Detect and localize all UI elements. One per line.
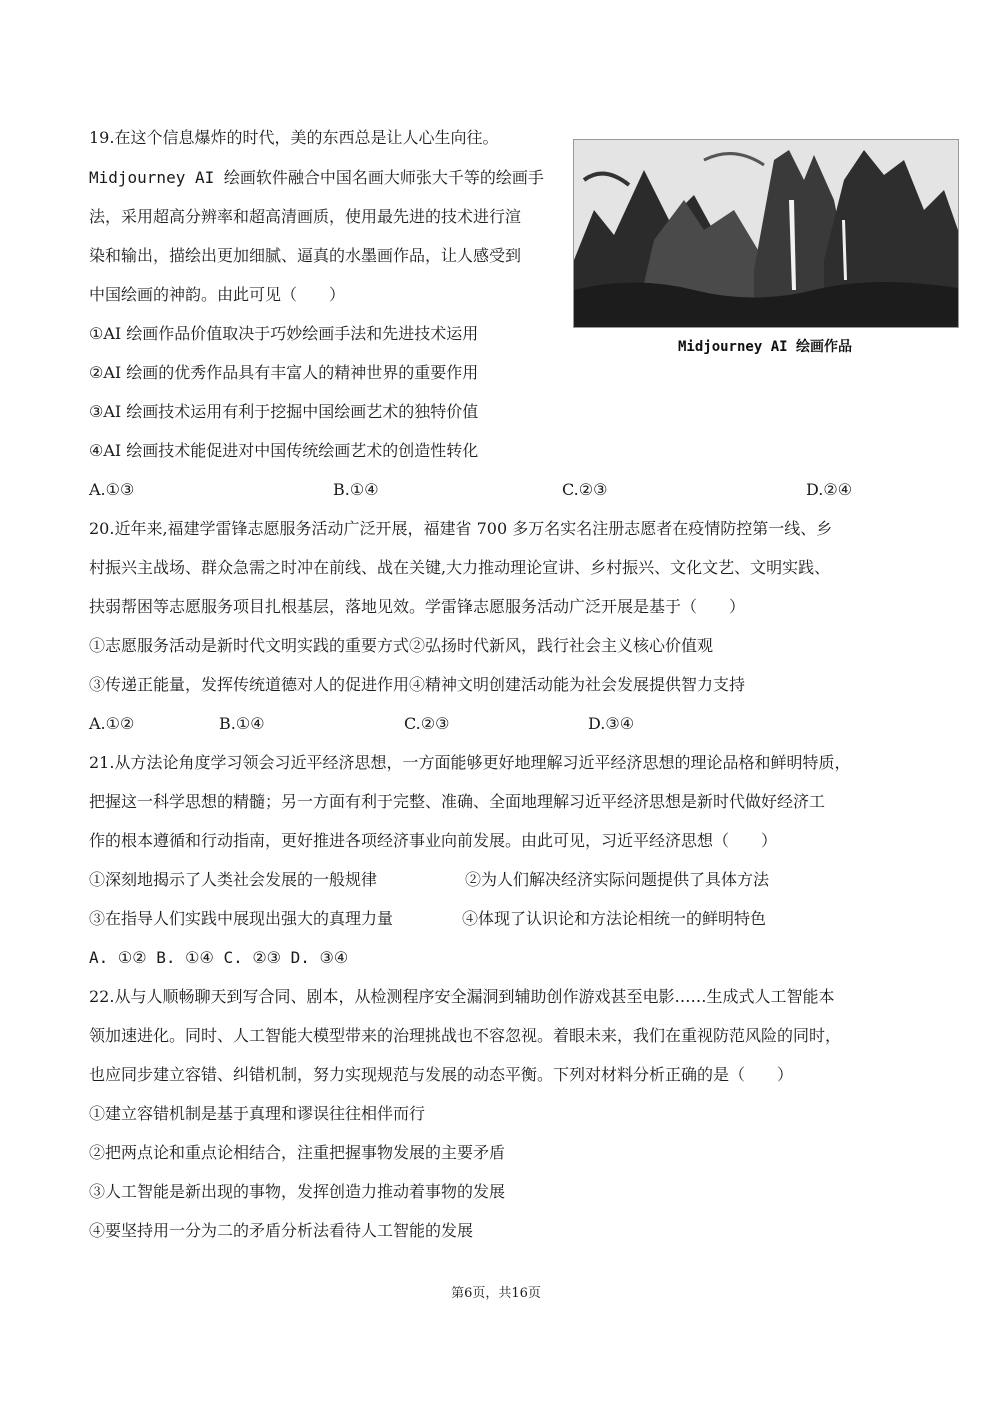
q19-option-1: ①AI 绘画作品价值取决于巧妙绘画手法和先进技术运用 xyxy=(89,324,479,343)
q19-stem-line-4: 染和输出，描绘出更加细腻、逼真的水墨画作品，让人感受到 xyxy=(89,246,522,265)
q19-option-3: ③AI 绘画技术运用有利于挖掘中国绘画艺术的独特价值 xyxy=(89,402,479,421)
q20-answer-d: D.③④ xyxy=(588,714,635,733)
q20-answer-b: B.①④ xyxy=(219,714,265,733)
q20-stem-line-3: 扶弱帮困等志愿服务项目扎根基层，落地见效。学雷锋志愿服务活动广泛开展是基于（ ） xyxy=(89,597,746,616)
q20-answer-a: A.①② xyxy=(89,714,135,733)
q21-answers: A. ①② B. ①④ C. ②③ D. ③④ xyxy=(89,948,349,967)
q21-stem-line-3: 作的根本遵循和行动指南，更好推进各项经济事业向前发展。由此可见，习近平经济思想（ ） xyxy=(89,831,778,850)
page-number-footer: 第6页，共16页 xyxy=(451,1286,541,1301)
q19-answer-b: B.①④ xyxy=(333,480,379,499)
q20-stem-line-1: 20.近年来,福建学雷锋志愿服务活动广泛开展，福建省 700 多万名实名注册志愿者在疫情防控第一线、乡 xyxy=(89,519,833,538)
q20-stem-line-2: 村振兴主战场、群众急需之时冲在前线、战在关键,大力推动理论宣讲、乡村振兴、文化文艺、文明实践、 xyxy=(89,558,831,577)
q19-stem-line-1: 19.在这个信息爆炸的时代，美的东西总是让人心生向往。 xyxy=(89,128,499,147)
ink-painting-caption: Midjourney AI 绘画作品 xyxy=(677,339,852,355)
q19-answer-d: D.②④ xyxy=(806,480,853,499)
q19-stem-line-5: 中国绘画的神韵。由此可见（ ） xyxy=(89,285,346,304)
q19-answer-a: A.①③ xyxy=(89,480,135,499)
q22-option-2: ②把两点论和重点论相结合，注重把握事物发展的主要矛盾 xyxy=(89,1143,506,1162)
q21-option-1: ①深刻地揭示了人类社会发展的一般规律 xyxy=(89,870,378,889)
q22-stem-line-2: 领加速进化。同时、人工智能大模型带来的治理挑战也不容忽视。着眼未来，我们在重视防范风险的同时， xyxy=(89,1026,842,1045)
q22-option-1: ①建立容错机制是基于真理和谬误往往相伴而行 xyxy=(89,1104,426,1123)
ink-painting-image xyxy=(573,139,959,328)
q22-option-3: ③人工智能是新出现的事物，发挥创造力推动着事物的发展 xyxy=(89,1182,506,1201)
q21-stem-line-2: 把握这一科学思想的精髓；另一方面有利于完整、准确、全面地理解习近平经济思想是新时代做好经济工 xyxy=(89,792,826,811)
q21-option-3: ③在指导人们实践中展现出强大的真理力量 xyxy=(89,909,394,928)
q21-stem-line-1: 21.从方法论角度学习领会习近平经济思想，一方面能够更好地理解习近平经济思想的理论品格和鲜明特质， xyxy=(89,753,851,772)
q20-answer-c: C.②③ xyxy=(404,714,450,733)
q20-option-line-1: ①志愿服务活动是新时代文明实践的重要方式②弘扬时代新风，践行社会主义核心价值观 xyxy=(89,636,714,655)
q19-stem-line-3: 法，采用超高分辨率和超高清画质，使用最先进的技术进行渲 xyxy=(89,207,522,226)
q22-stem-line-1: 22.从与人顺畅聊天到写合同、剧本，从检测程序安全漏洞到辅助创作游戏甚至电影……生成式人工智能本 xyxy=(89,987,835,1006)
q20-option-line-2: ③传递正能量，发挥传统道德对人的促进作用④精神文明创建活动能为社会发展提供智力支持 xyxy=(89,675,746,694)
q22-option-4: ④要坚持用一分为二的矛盾分析法看待人工智能的发展 xyxy=(89,1221,474,1240)
q21-option-4: ④体现了认识论和方法论相统一的鲜明特色 xyxy=(462,909,767,928)
q19-option-2: ②AI 绘画的优秀作品具有丰富人的精神世界的重要作用 xyxy=(89,363,479,382)
q22-stem-line-3: 也应同步建立容错、纠错机制，努力实现规范与发展的动态平衡。下列对材料分析正确的是（ ） xyxy=(89,1065,794,1084)
q21-option-2: ②为人们解决经济实际问题提供了具体方法 xyxy=(465,870,770,889)
q19-answer-c: C.②③ xyxy=(562,480,608,499)
ink-landscape-illustration xyxy=(574,140,958,327)
q19-option-4: ④AI 绘画技术能促进对中国传统绘画艺术的创造性转化 xyxy=(89,441,479,460)
q19-stem-line-2: Midjourney AI 绘画软件融合中国名画大师张大千等的绘画手 xyxy=(89,168,544,187)
